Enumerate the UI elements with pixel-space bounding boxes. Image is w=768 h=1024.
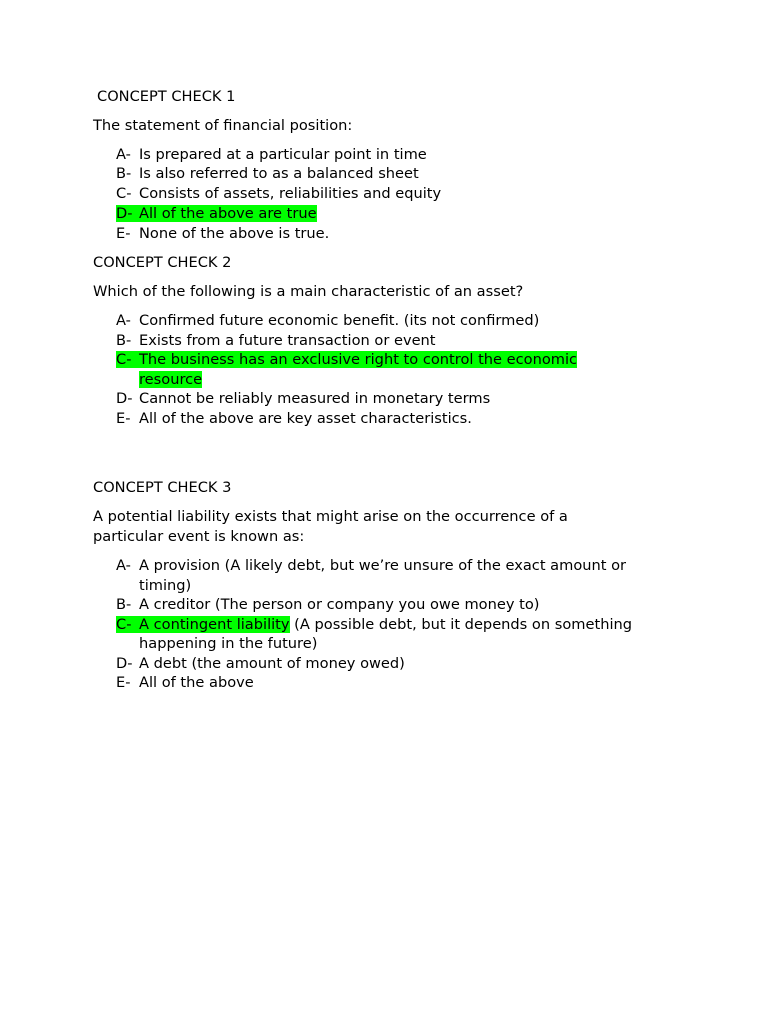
option-text: A provision (A likely debt, but we’re unsure of the exact amount or: [139, 557, 627, 574]
concept-check-3-question-line-2: particular event is known as:: [93, 528, 305, 545]
concept-check-3-question-line-1: A potential liability exists that might arise on the occurrence of a: [93, 508, 568, 525]
option-marker: B-: [116, 165, 132, 182]
concept-check-3-heading: CONCEPT CHECK 3: [93, 479, 232, 496]
option-text: A creditor (The person or company you owe money to): [139, 596, 540, 613]
concept-check-2-heading: CONCEPT CHECK 2: [93, 254, 232, 271]
option-2a: [116, 311, 539, 330]
option-3b: [116, 595, 539, 614]
option-3e: [116, 673, 254, 692]
option-text: All of the above: [139, 674, 254, 691]
option-2c-correct: [116, 350, 577, 369]
option-text-highlighted: The business has an exclusive right to control the economic: [139, 351, 578, 368]
option-3c-continuation: happening in the future): [139, 635, 318, 652]
option-text: All of the above are key asset characteristics.: [139, 410, 472, 427]
option-2d: [116, 389, 490, 408]
option-marker: A-: [116, 146, 131, 163]
option-3a-continuation: timing): [139, 577, 192, 594]
option-text: Is prepared at a particular point in time: [139, 146, 427, 163]
option-1b: [116, 164, 419, 183]
option-text: Confirmed future economic benefit. (its not confirmed): [139, 312, 540, 329]
option-2e: [116, 409, 472, 428]
option-text: Cannot be reliably measured in monetary terms: [139, 390, 491, 407]
option-1e: [116, 224, 329, 243]
option-text: Consists of assets, reliabilities and equity: [139, 185, 442, 202]
option-marker: C-: [116, 616, 132, 633]
option-1c: [116, 184, 441, 203]
option-text: None of the above is true.: [139, 225, 330, 242]
concept-check-1-heading: CONCEPT CHECK 1: [97, 88, 236, 105]
option-text-highlighted: resource: [139, 371, 203, 388]
option-marker: E-: [116, 410, 131, 427]
option-3c-correct: [116, 615, 632, 634]
option-text: (A possible debt, but it depends on something: [289, 616, 633, 633]
option-marker: E-: [116, 674, 131, 691]
option-text: Exists from a future transaction or event: [139, 332, 436, 349]
option-marker: D-: [116, 205, 133, 222]
option-text-highlighted: A contingent liability: [139, 616, 290, 633]
concept-check-1-question: The statement of financial position:: [93, 117, 353, 134]
option-1a: [116, 145, 427, 164]
option-1d-correct: [116, 204, 317, 223]
option-marker: D-: [116, 655, 133, 672]
option-marker: A-: [116, 312, 131, 329]
option-marker: C-: [116, 351, 132, 368]
option-text: A debt (the amount of money owed): [139, 655, 405, 672]
option-marker: D-: [116, 390, 133, 407]
option-3a: [116, 556, 626, 575]
option-marker: B-: [116, 332, 132, 349]
option-marker: C-: [116, 185, 132, 202]
option-2c-continuation: [139, 370, 202, 389]
option-marker: B-: [116, 596, 132, 613]
option-marker: A-: [116, 557, 131, 574]
option-3d: [116, 654, 405, 673]
option-text-highlighted: All of the above are true: [139, 205, 317, 222]
concept-check-2-question: Which of the following is a main characteristic of an asset?: [93, 283, 524, 300]
option-2b: [116, 331, 436, 350]
option-marker: E-: [116, 225, 131, 242]
option-text: Is also referred to as a balanced sheet: [139, 165, 419, 182]
